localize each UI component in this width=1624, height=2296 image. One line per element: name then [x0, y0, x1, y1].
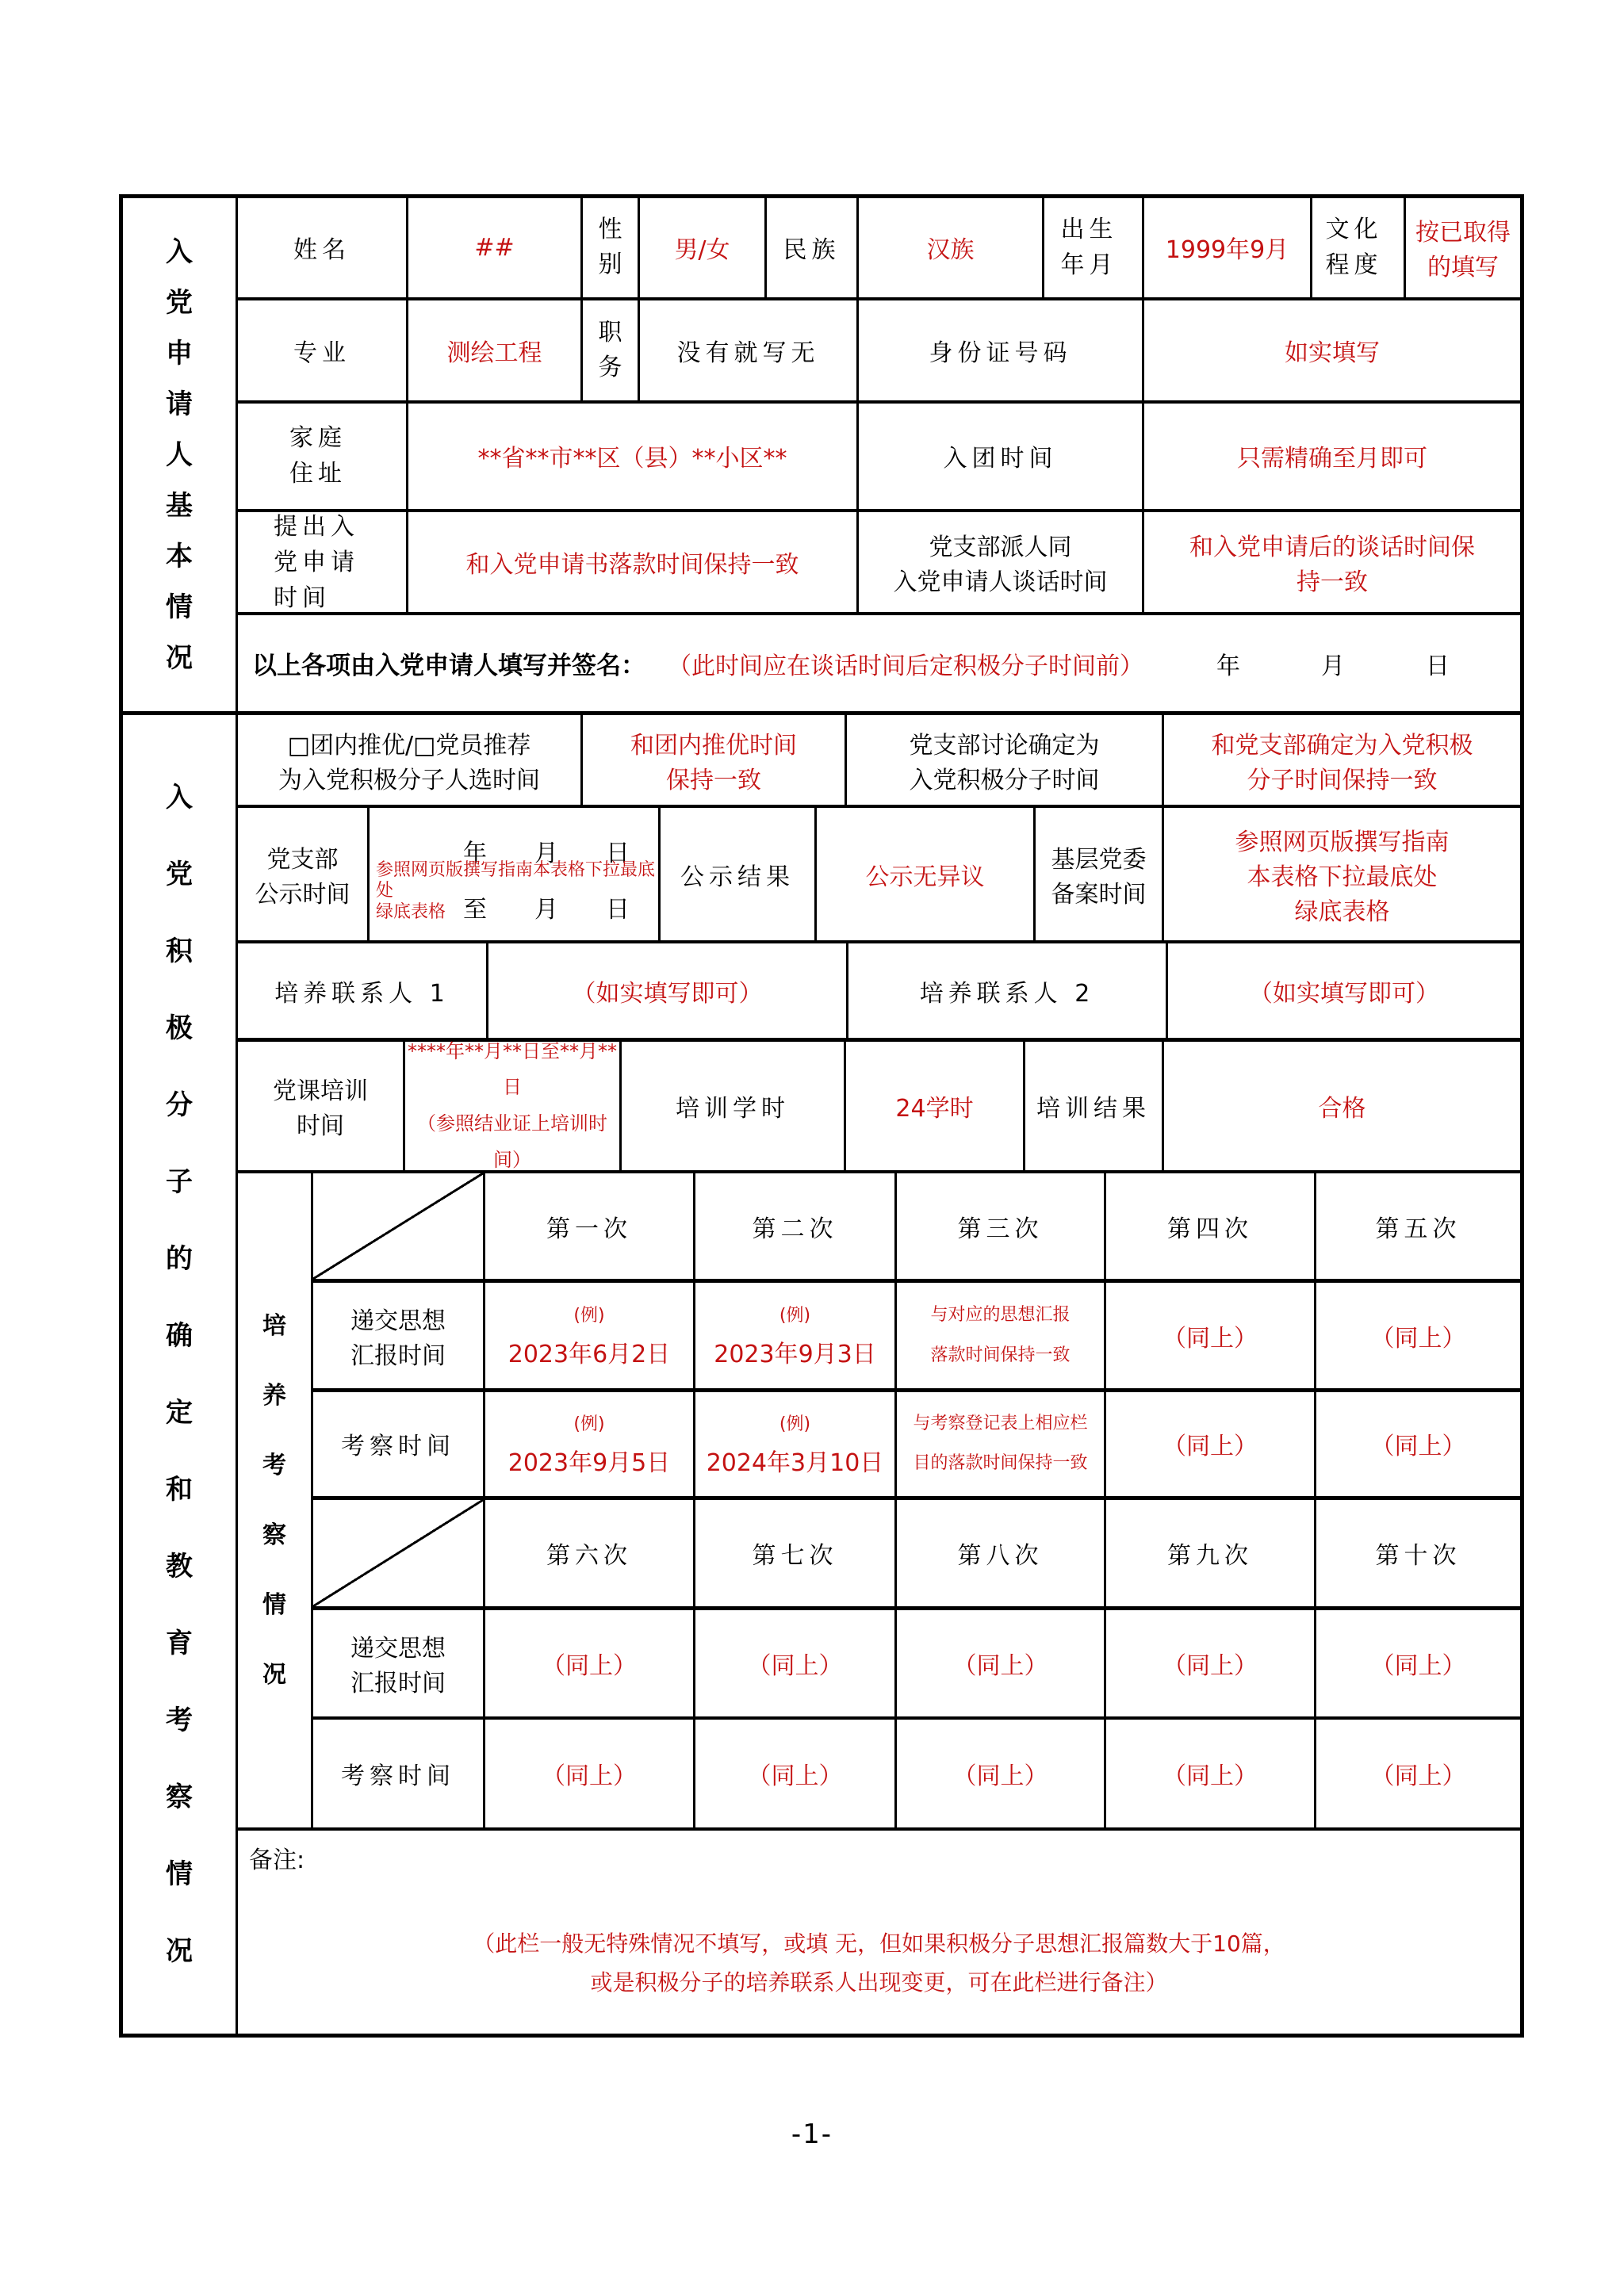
grid-header-row-1	[313, 1173, 1520, 1283]
training-hours-label: 培训学时	[622, 1042, 846, 1170]
row-major	[238, 300, 1520, 404]
name-value: ##	[408, 198, 583, 297]
row-name	[238, 198, 1520, 300]
grid-inspection-row-2	[313, 1720, 1520, 1827]
year-label: 年	[1216, 652, 1240, 680]
grid-thought-report-row-2	[313, 1610, 1520, 1719]
grid-header-4: 第四次	[1106, 1173, 1316, 1279]
publicity-date-note: 参照网页版撰写指南本表格下拉最底处 绿底表格	[376, 860, 656, 922]
thought-report-7: （同上）	[695, 1610, 897, 1716]
recommend-value: 和团内推优时间 保持一致	[583, 715, 847, 805]
ethnic-label: 民族	[767, 198, 859, 297]
gender-label: 性别	[583, 198, 640, 297]
thought-report-label: 递交思想 汇报时间	[313, 1610, 485, 1716]
training-time-value: ****年**月**日至**月**日 （参照结业证上培训时间）	[405, 1042, 622, 1170]
publicity-time-label: 党支部 公示时间	[238, 808, 370, 940]
section1-title: 入党申请人基本情况	[166, 235, 193, 674]
row-signature	[238, 615, 1520, 711]
birth-label: 出生年月	[1044, 198, 1144, 297]
training-result-label: 培训结果	[1025, 1042, 1164, 1170]
cultivation-grid	[238, 1173, 1520, 1831]
thought-report-2: (例) 2023年9月3日	[695, 1283, 897, 1387]
publicity-date-cell	[370, 808, 661, 940]
row-training	[238, 1039, 1520, 1173]
inspection-time-label: 考察时间	[313, 1392, 485, 1496]
inspection-1: (例) 2023年9月5日	[485, 1392, 695, 1496]
row-contacts	[238, 943, 1520, 1042]
section2-title: 入党积极分子的确定和教育考察情况	[166, 781, 193, 1967]
edu-label: 文化程度	[1312, 198, 1406, 297]
section2-side-label	[123, 715, 238, 2034]
inspection-7: （同上）	[695, 1720, 897, 1827]
signature-note: （此时间应在谈话时间后定积极分子时间前）	[668, 652, 1143, 680]
training-hours-value: 24学时	[846, 1042, 1025, 1170]
apply-time-label: 提出入党申请时间	[238, 512, 408, 612]
address-label: 家庭住址	[238, 404, 408, 510]
apply-time-value: 和入党申请书落款时间保持一致	[408, 512, 859, 612]
talk-time-value: 和入党申请后的谈话时间保 持一致	[1189, 534, 1475, 597]
thought-report-5: （同上）	[1370, 1324, 1466, 1353]
contact1-label: 培养联系人 1	[238, 943, 488, 1038]
signature-line	[238, 615, 1520, 711]
day-label: 日	[1426, 652, 1450, 680]
grid-header-5: 第五次	[1375, 1215, 1461, 1243]
grid-header-10: 第十次	[1375, 1542, 1461, 1571]
grid-header-8: 第八次	[897, 1500, 1106, 1606]
publicity-date-line2: 至 月 日	[463, 896, 630, 924]
row-publicity	[238, 808, 1520, 943]
gender-value: 男/女	[640, 198, 767, 297]
month-label: 月	[1321, 652, 1345, 680]
id-value: 如实填写	[1285, 339, 1380, 367]
inspection-10: （同上）	[1370, 1762, 1466, 1790]
section1-side-label	[123, 198, 238, 711]
branch-confirm-value: 和党支部确定为入党积极 分子时间保持一致	[1211, 731, 1473, 794]
thought-report-3: 与对应的思想汇报 落款时间保持一致	[897, 1283, 1106, 1387]
grid-thought-report-row-1	[313, 1283, 1520, 1391]
inspection-9: （同上）	[1106, 1720, 1316, 1827]
contact2-label: 培养联系人 2	[848, 943, 1168, 1038]
row-address	[238, 404, 1520, 513]
record-time-label: 基层党委 备案时间	[1036, 808, 1164, 940]
remark-row	[238, 1831, 1520, 2026]
league-time-value: 只需精确至月即可	[1237, 445, 1427, 473]
contact1-value: （如实填写即可）	[488, 943, 848, 1038]
thought-report-8: （同上）	[897, 1610, 1106, 1716]
thought-report-label: 递交思想 汇报时间	[313, 1283, 485, 1387]
grid-header-3: 第三次	[897, 1173, 1106, 1279]
address-value: **省**市**区（县）**小区**	[408, 404, 859, 510]
remark-note: （此栏一般无特殊情况不填写，或填 无，但如果积极分子思想汇报篇数大于10篇， 或是积极分子的培养联系人出现变更，可在此栏进行备注）	[473, 1931, 1285, 1996]
page-number: -1-	[791, 2118, 833, 2150]
id-label: 身份证号码	[859, 300, 1144, 400]
league-time-label: 入团时间	[859, 404, 1144, 510]
grid-header-9: 第九次	[1106, 1500, 1316, 1606]
grid-header-2: 第二次	[695, 1173, 897, 1279]
grid-header-row-2	[313, 1500, 1520, 1610]
major-label: 专业	[238, 300, 408, 400]
edu-value: 按已取得 的填写	[1415, 219, 1511, 282]
thought-report-6: （同上）	[485, 1610, 695, 1716]
section-basic-info	[123, 198, 1520, 715]
thought-report-9: （同上）	[1106, 1610, 1316, 1716]
training-time-label: 党课培训 时间	[238, 1042, 405, 1170]
recommend-label: □团内推优/□党员推荐 为入党积极分子人选时间	[238, 715, 583, 805]
thought-report-4: （同上）	[1106, 1283, 1316, 1387]
remark-cell	[238, 1831, 1520, 2026]
ethnic-value: 汉族	[859, 198, 1044, 297]
row-recommend	[238, 715, 1520, 808]
contact2-value: （如实填写即可）	[1249, 979, 1439, 1008]
thought-report-10: （同上）	[1370, 1652, 1466, 1680]
inspection-3: 与考察登记表上相应栏 目的落款时间保持一致	[897, 1392, 1106, 1496]
inspection-8: （同上）	[897, 1720, 1106, 1827]
publicity-result-value: 公示无异议	[817, 808, 1036, 940]
duty-label: 职务	[583, 300, 640, 400]
grid-header-6: 第六次	[485, 1500, 695, 1606]
training-result-value: 合格	[1318, 1095, 1366, 1123]
thought-report-1: (例) 2023年6月2日	[485, 1283, 695, 1387]
form-table	[119, 194, 1524, 2038]
diagonal-cell	[313, 1173, 485, 1279]
inspection-4: （同上）	[1106, 1392, 1316, 1496]
talk-time-label: 党支部派人同 入党申请人谈话时间	[859, 512, 1144, 612]
duty-value: 没有就写无	[640, 300, 859, 400]
remark-label: 备注:	[249, 1846, 305, 1874]
diagonal-cell	[313, 1500, 485, 1606]
name-label: 姓名	[238, 198, 408, 297]
grid-header-7: 第七次	[695, 1500, 897, 1606]
inspection-2: (例) 2024年3月10日	[695, 1392, 897, 1496]
row-apply-time	[238, 512, 1520, 615]
publicity-date-line1: 年 月 日	[463, 840, 630, 867]
inspection-5: （同上）	[1370, 1433, 1466, 1461]
inspection-time-label: 考察时间	[313, 1720, 485, 1827]
grid-inspection-row-1	[313, 1392, 1520, 1500]
signature-label: 以上各项由入党申请人填写并签名：	[252, 652, 645, 681]
cultivation-side-label: 培养考察情况	[238, 1173, 313, 1827]
grid-header-1: 第一次	[485, 1173, 695, 1279]
inspection-6: （同上）	[485, 1720, 695, 1827]
section-activist	[123, 715, 1520, 2034]
publicity-result-label: 公示结果	[661, 808, 817, 940]
major-value: 测绘工程	[408, 300, 583, 400]
record-time-value: 参照网页版撰写指南 本表格下拉最底处 绿底表格	[1235, 828, 1450, 926]
branch-confirm-label: 党支部讨论确定为 入党积极分子时间	[847, 715, 1164, 805]
birth-value: 1999年9月	[1144, 198, 1312, 297]
